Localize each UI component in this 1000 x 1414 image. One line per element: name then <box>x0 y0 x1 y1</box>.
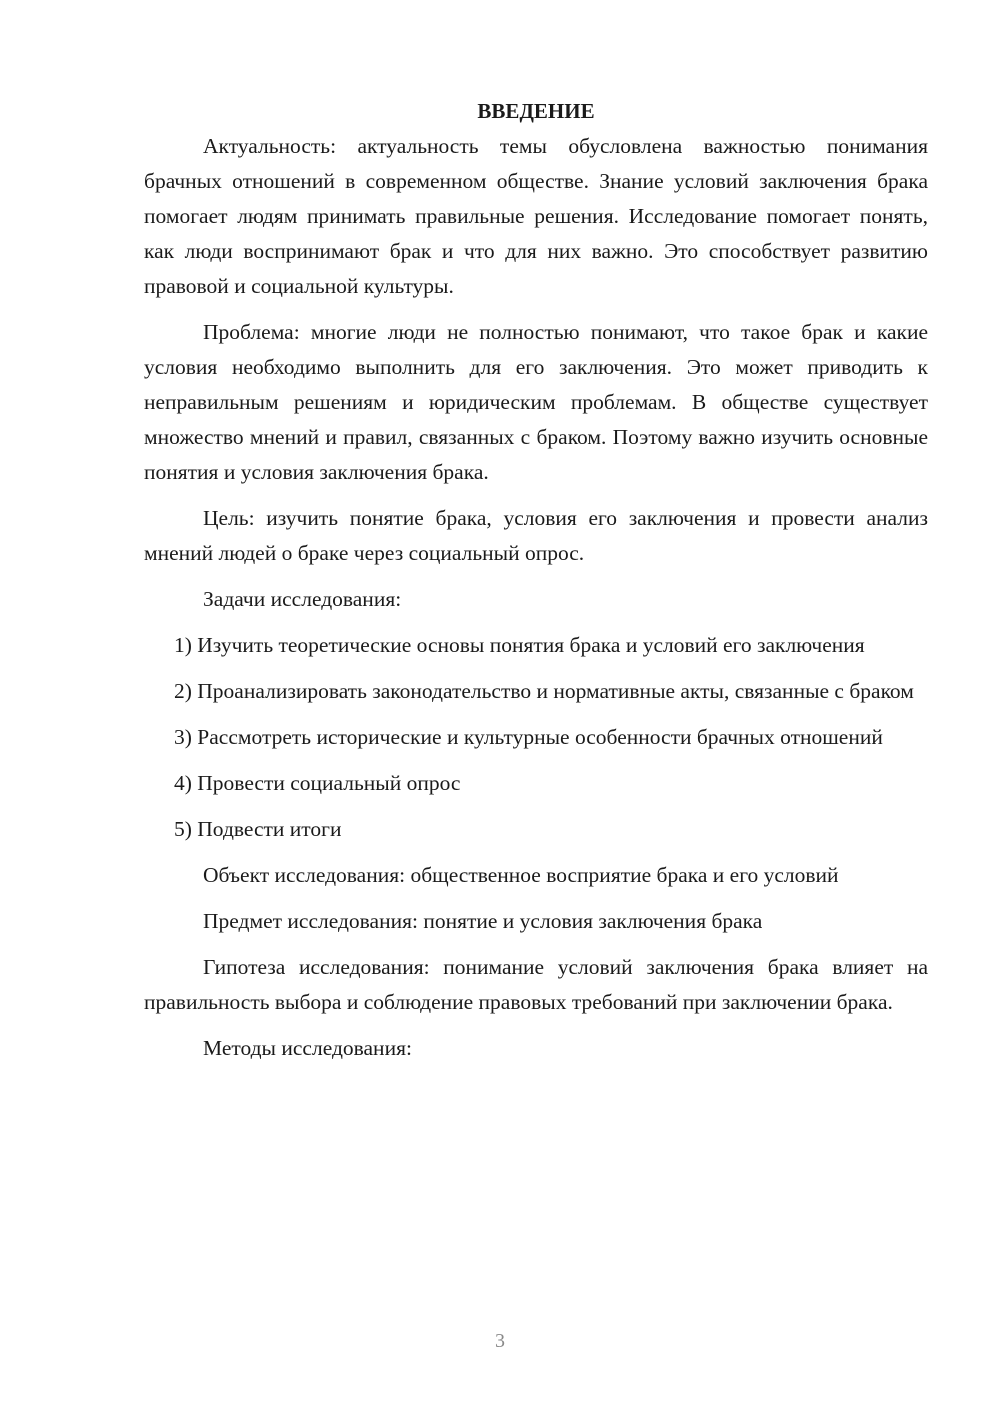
task-item-2: 2) Проанализировать законодательство и нормативные акты, связанные с браком <box>174 679 914 703</box>
page-number: 3 <box>495 1330 505 1352</box>
object-paragraph: Объект исследования: общественное восприятие брака и его условий <box>203 863 839 887</box>
goal-paragraph: Цель: изучить понятие брака, условия его заключения и провести анализ мнений людей о браке через социальный опрос. <box>144 506 928 565</box>
task-item-1: 1) Изучить теоретические основы понятия брака и условий его заключения <box>174 633 865 657</box>
problem-paragraph: Проблема: многие люди не полностью понимают, что такое брак и какие условия необходимо выполнить для его заключения. Это может приводить к неправильным решениям и юридическим проблемам. В обществе существует множество мнений и правил, связанных с браком. Поэтому важно изучить основные понятия и условия заключения брака. <box>144 320 928 484</box>
relevance-paragraph: Актуальность: актуальность темы обусловлена важностью понимания брачных отношений в современном обществе. Знание условий заключения брака помогает людям принимать правильные решения. Исследование помогает понять, как люди воспринимают брак и что для них важно. Это способствует развитию правовой и социальной культуры. <box>144 134 928 298</box>
hypothesis-paragraph: Гипотеза исследования: понимание условий заключения брака влияет на правильность выбора и соблюдение правовых требований при заключении брака. <box>144 955 928 1014</box>
task-item-3: 3) Рассмотреть исторические и культурные особенности брачных отношений <box>174 725 883 749</box>
subject-paragraph: Предмет исследования: понятие и условия заключения брака <box>203 909 763 933</box>
task-item-4: 4) Провести социальный опрос <box>174 771 461 795</box>
tasks-heading: Задачи исследования: <box>203 587 402 611</box>
task-item-5: 5) Подвести итоги <box>174 817 342 841</box>
methods-heading: Методы исследования: <box>203 1036 412 1060</box>
section-title: ВВЕДЕНИЕ <box>477 99 595 123</box>
page-content <box>144 94 928 1077</box>
